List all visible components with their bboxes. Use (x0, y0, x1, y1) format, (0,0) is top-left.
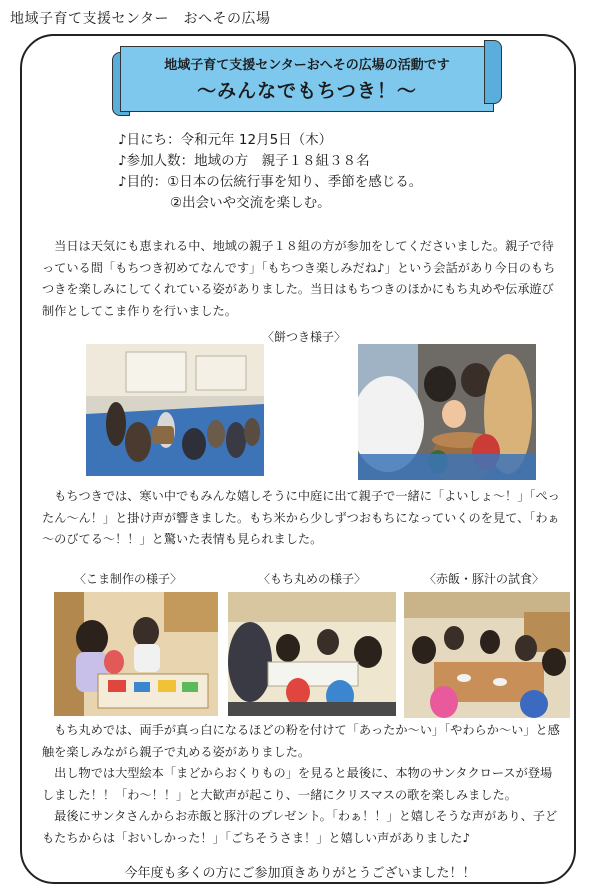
caption-mochitsuki: 〈餅つき様子〉 (262, 330, 347, 344)
title-banner (112, 40, 502, 116)
photo-pounding-closeup (358, 344, 536, 480)
banner-subtitle: 地域子育て支援センターおへその広場の活動です (164, 58, 450, 73)
photo-mochi-rounding (228, 592, 396, 716)
paragraph-closing (42, 720, 564, 849)
caption-sekihan: 〈赤飯・豚汁の試食〉 (424, 572, 545, 586)
paragraph-marume: もち丸めでは、両手が真っ白になるほどの粉を付けて「あったか～い」「やわらか～い」と感触を楽しみながら親子で丸める姿がありました。 (42, 723, 560, 759)
paragraph-santa: 出し物では大型絵本「まどからおくりもの」を見ると最後に、本物のサンタクロースが登場しました！！「わ～！！」と大歓声が起こり、一緒にクリスマスの歌を楽しみました。 (42, 766, 553, 802)
info-purpose-2: ②出会いや交流を楽しむ。 (170, 195, 331, 211)
document-header: 地域子育て支援センター おへその広場 (10, 11, 271, 27)
paragraph-present: 最後にサンタさんからお赤飯と豚汁のプレゼント。「わぁ！！」と嬉しそうな声があり、子どもたちからは「おいしかった！」「ごちそうさま！」と嬉しい声がありました♪ (42, 809, 558, 845)
event-info (118, 130, 422, 214)
banner-title: ～みんなでもちつき！～ (197, 80, 417, 102)
photo-sekihan-tasting (404, 592, 570, 718)
paragraph-intro: 当日は天気にも恵まれる中、地域の親子１８組の方が参加をしてくださいました。親子で待っている間「もちつき初めてなんです」「もちつき楽しみだね♪」という会話があり今日のもちつきを楽しみにしてくれている姿がありました。当日はもちつきのほかにもち丸めや伝承遊び制作としてこま作りを行いました。 (42, 239, 556, 318)
info-participants: ♪参加人数：地域の方 親子１８組３８名 (118, 153, 370, 169)
paragraph-mochitsuki: もちつきでは、寒い中でもみんな嬉しそうに中庭に出て親子で一緒に「よいしょ～！」「ぺったん～ん！」と掛け声が響きました。もち米から少しずつおもちになっていくのを見て、「わぁ～のびてる～！！」と驚いた表情も見られました。 (42, 489, 560, 546)
info-purpose-1: ♪目的：①日本の伝統行事を知り、季節を感じる。 (118, 174, 423, 190)
photo-courtyard-mochitsuki (86, 344, 264, 476)
caption-marume: 〈もち丸めの様子〉 (258, 572, 367, 586)
footer-thanks: 今年度も多くの方にご参加頂きありがとうございました！！ (124, 866, 476, 881)
photo-koma-making (54, 592, 218, 716)
caption-koma: 〈こま制作の様子〉 (74, 572, 183, 586)
info-date: ♪日にち：令和元年 12月5日（木） (118, 132, 333, 148)
